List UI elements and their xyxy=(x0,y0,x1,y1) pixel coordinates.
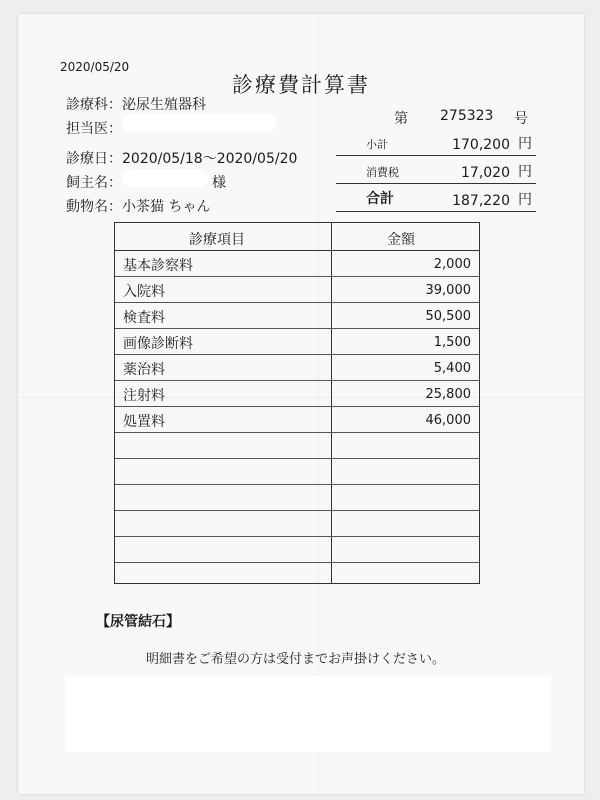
row-amount: 46,000 xyxy=(425,413,471,428)
header-item: 診療項目 xyxy=(189,232,245,248)
total-value: 187,220 xyxy=(452,193,510,209)
total-unit: 円 xyxy=(518,192,532,208)
table-row xyxy=(115,251,479,277)
table-row xyxy=(115,433,479,459)
row-amount: 1,500 xyxy=(433,335,471,350)
tax-label: 消費税 xyxy=(366,166,399,179)
table-row xyxy=(115,537,479,563)
row-item: 検査料 xyxy=(123,310,165,326)
total-label: 合計 xyxy=(366,191,394,207)
table-row xyxy=(115,459,479,485)
row-item: 画像診断料 xyxy=(123,336,193,352)
owner-name-redaction xyxy=(122,169,208,187)
table-row xyxy=(115,511,479,537)
table-row xyxy=(115,329,479,355)
row-amount: 50,500 xyxy=(425,309,471,324)
subtotal-label: 小計 xyxy=(366,138,388,151)
receipt-label: 第 xyxy=(394,111,408,127)
total-row xyxy=(336,190,536,212)
tax-value: 17,020 xyxy=(461,165,510,181)
receipt-number: 275323 xyxy=(440,108,494,124)
diagnosis-label: 【尿管結石】 xyxy=(96,614,180,630)
doctor-name-redaction xyxy=(122,114,276,132)
document-title: 診療費計算書 xyxy=(232,73,370,97)
tax-unit: 円 xyxy=(518,164,532,180)
table-row xyxy=(115,563,479,583)
subtotal-row xyxy=(336,134,536,156)
row-amount: 2,000 xyxy=(433,257,471,272)
row-item: 入院料 xyxy=(123,284,165,300)
animal-label: 動物名：小茶猫 ちゃん xyxy=(66,199,211,215)
table-row xyxy=(115,277,479,303)
row-item: 基本診察料 xyxy=(123,258,193,274)
doctor-label: 担当医： xyxy=(66,121,122,137)
table-row xyxy=(115,303,479,329)
footer-redaction xyxy=(65,676,551,752)
row-amount: 5,400 xyxy=(433,361,471,376)
row-item: 処置料 xyxy=(123,414,165,430)
table-header xyxy=(115,223,479,251)
header-amount: 金額 xyxy=(387,232,415,248)
issue-date: 2020/05/20 xyxy=(60,60,130,74)
table-row xyxy=(115,355,479,381)
owner-honorific: 様 xyxy=(212,175,226,191)
table-row xyxy=(115,381,479,407)
row-amount: 25,800 xyxy=(425,387,471,402)
table-row xyxy=(115,407,479,433)
invoice-paper xyxy=(18,14,584,794)
subtotal-unit: 円 xyxy=(518,136,532,152)
visit-period-label: 診療日：2020/05/18〜2020/05/20 xyxy=(66,151,298,167)
tax-row xyxy=(336,162,536,184)
statement-note: 明細書をご希望の方は受付までお声掛けください。 xyxy=(146,652,446,667)
subtotal-value: 170,200 xyxy=(452,137,510,153)
row-item: 注射料 xyxy=(123,388,165,404)
owner-label: 飼主名： xyxy=(66,175,122,191)
receipt-suffix: 号 xyxy=(514,111,528,127)
table-row xyxy=(115,485,479,511)
row-item: 薬治料 xyxy=(123,362,165,378)
department-label: 診療科：泌尿生殖器科 xyxy=(66,97,206,113)
row-amount: 39,000 xyxy=(425,283,471,298)
charges-table xyxy=(114,222,480,584)
